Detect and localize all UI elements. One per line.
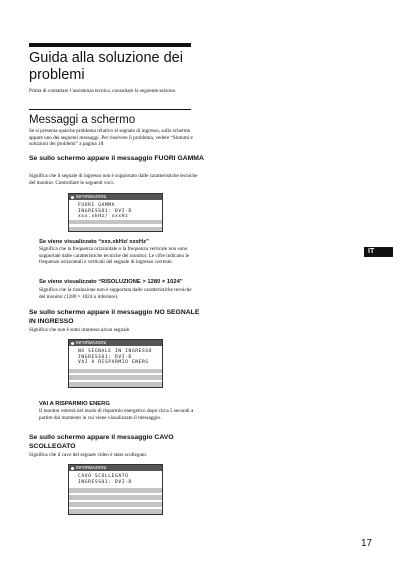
osd-line: INGRESSO1: DVI-D — [78, 354, 132, 360]
title-rule — [29, 43, 191, 47]
page-title: Guida alla soluzione dei problemi — [29, 50, 183, 83]
osd-cavo — [68, 464, 163, 515]
section-intro: Se si presenta qualche problema relativo al segnale di ingresso, sullo schermo appare uno dei seguenti messaggi. Per risolvere il problema, vedere “Sintomi e soluzioni dei problemi” a pagina 18. — [29, 128, 193, 148]
text-resolution: Significa che la risoluzione non è supportata dalle caratteristiche tecniche del monitor (1280 × 1024 o inferiore). — [39, 287, 192, 300]
text-cavo: Significa che il cavo del segnale video è stato scollegato. — [29, 452, 148, 458]
heading-resolution: Se viene visualizzato “RISOLUZIONE > 1280 × 1024” — [39, 279, 183, 285]
heading-frequency: Se viene visualizzato “xxx.xkHz/ xxxHz” — [39, 239, 149, 245]
page-number: 17 — [361, 538, 373, 549]
osd-line: FUORI GAMMA — [78, 203, 116, 208]
text-frequency: Significa che la frequenza orizzontale o la frequenza verticale non sono supportate dalle caratteristiche tecniche del monitor. Le cifre indicano le frequenze orizzontali e verticali del segnale di ingresso corrente. — [39, 246, 190, 266]
osd-header: INFORMAZIONI — [69, 194, 162, 200]
info-icon — [71, 467, 74, 470]
heading-cavo: Se sullo schermo appare il messaggio CAVO SCOLLEGATO — [29, 434, 174, 450]
osd-fuori-gamma — [68, 193, 163, 232]
osd-body — [69, 471, 162, 485]
heading-fuori-gamma: Se sullo schermo appare il messaggio FUORI GAMMA — [29, 155, 204, 162]
osd-header: INFORMAZIONI — [69, 465, 162, 471]
text-fuori-gamma: Significa che il segnale di ingresso non è supportato dalle caratteristiche tecniche del monitor. Controllare le seguenti voci. — [29, 173, 198, 186]
osd-header: INFORMAZIONI — [69, 340, 162, 346]
osd-body — [69, 200, 162, 220]
osd-line: VAI A RISPARMIO ENERG — [78, 360, 149, 366]
osd-line: NO SEGNALE IN INGRESSO — [78, 349, 153, 354]
osd-body — [69, 346, 162, 366]
heading-no-segnale: Se sullo schermo appare il messaggio NO SEGNALE IN INGRESSO — [29, 309, 200, 325]
info-icon — [71, 196, 74, 199]
osd-no-segnale — [68, 339, 163, 388]
section-title: Messaggi a schermo — [29, 114, 136, 126]
intro-text: Prima di contattare l’assistenza tecnica, consultare la seguente sezione. — [29, 88, 177, 94]
text-risparmio: Il monitor entrerà nel modo di risparmio energetico dopo circa 5 secondi a partire dal momento in cui viene visualizzato il messaggio. — [39, 408, 194, 421]
heading-risparmio: VAI A RISPARMIO ENERG — [39, 401, 110, 407]
text-no-segnale: Significa che non è stato immesso alcun segnale. — [29, 327, 131, 333]
section-rule — [29, 109, 191, 110]
osd-line: CAVO SCOLLEGATO — [78, 474, 129, 479]
osd-line: INGRESSO1: DVI-D — [78, 208, 132, 214]
osd-line: xxx.xkHz/ xxxHz — [78, 214, 129, 220]
info-icon — [71, 342, 74, 345]
language-tab: IT — [364, 247, 393, 257]
osd-line: INGRESSO1: DVI-D — [78, 479, 132, 485]
